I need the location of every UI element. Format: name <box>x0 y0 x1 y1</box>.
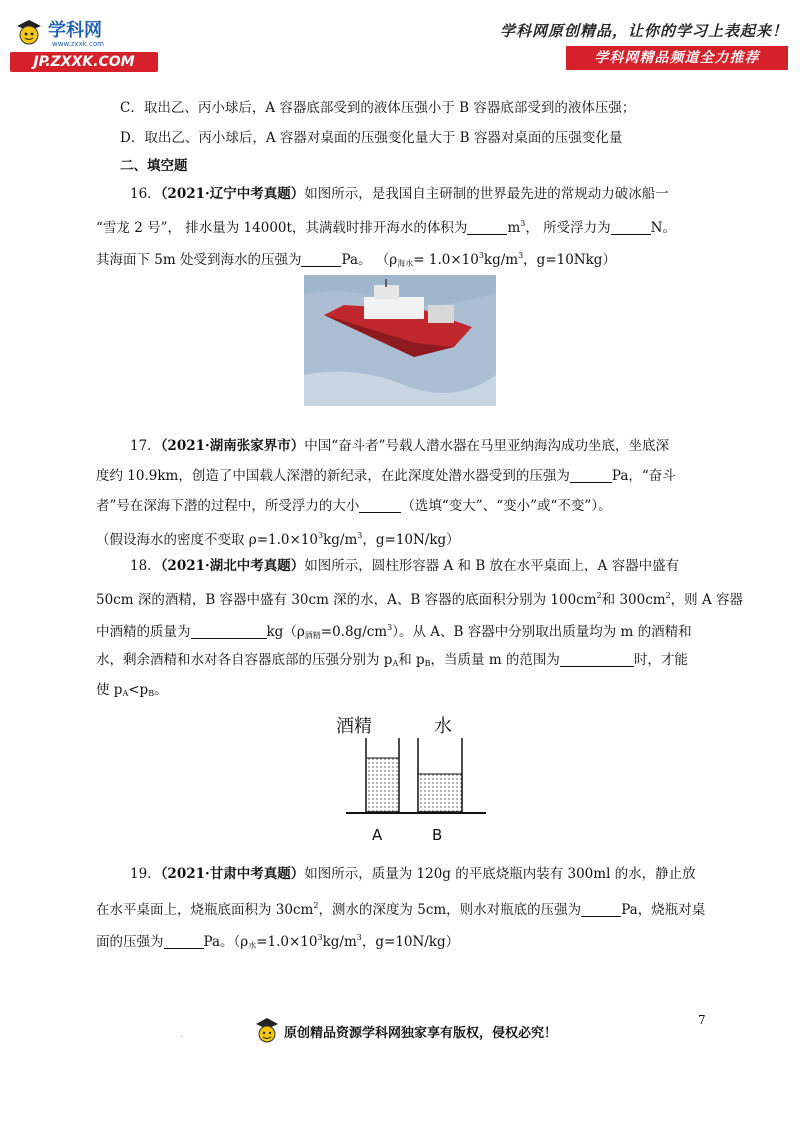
q18-text: 和 300cm <box>601 592 666 608</box>
q18-text: 使 p <box>96 682 123 698</box>
superscript: 2 <box>665 591 671 600</box>
q16-text: Pa。 （ρ <box>341 252 398 268</box>
answer-blank[interactable] <box>191 624 267 639</box>
subscript: 海水 <box>397 259 414 268</box>
subscript: B <box>424 659 431 668</box>
answer-blank[interactable] <box>560 652 634 667</box>
q17-line1 <box>130 436 669 456</box>
q16-text: N。 <box>650 220 676 236</box>
label-b: B <box>432 826 443 844</box>
q19-text: kg/m <box>322 934 357 950</box>
superscript: 3 <box>356 933 362 942</box>
header-banner-text: 学科网精品频道全力推荐 <box>594 50 760 66</box>
q19-text: =1.0×10 <box>256 934 318 950</box>
q16-text: 其海面下 5m 处受到海水的压强为 <box>96 252 302 268</box>
option-c: C．取出乙、丙小球后，A 容器底部受到的液体压强小于 B 容器底部受到的液体压强； <box>120 100 636 116</box>
q18-text: 。 <box>154 682 168 698</box>
water-liquid <box>418 774 462 812</box>
subscript: A <box>392 659 399 668</box>
q18-text: ，当质量 m 的范围为 <box>430 652 560 668</box>
q17-text: 者”号在深海下潜的过程中，所受浮力的大小 <box>96 498 360 514</box>
q19-text: 如图所示，质量为 120g 的平底烧瓶内装有 300ml 的水，静止放 <box>304 866 696 882</box>
superscript: 3 <box>520 219 526 228</box>
q17-text: Pa，“奋斗 <box>611 468 676 484</box>
q18-number: 18． <box>130 558 161 574</box>
q17-line3 <box>96 496 612 516</box>
q18-text: 中酒精的质量为 <box>96 624 191 640</box>
q19-text: ，g=10N/kg） <box>361 934 460 950</box>
subscript: A <box>122 689 129 698</box>
q18-line4 <box>96 650 688 674</box>
q19-text: ，测水的深度为 5cm，则水对瓶底的压强为 <box>318 902 582 918</box>
q18-text: ）。从 A、B 容器中分别取出质量均为 m 的酒精和 <box>392 624 692 640</box>
superscript: 2 <box>313 901 319 910</box>
superscript: 3 <box>317 933 323 942</box>
q18-text: 如图所示，圆柱形容器 A 和 B 放在水平桌面上，A 容器中盛有 <box>304 558 680 574</box>
mascot-icon <box>254 1016 280 1046</box>
q18-text: 水，剩余酒精和水对各自容器底部的压强分别为 p <box>96 652 393 668</box>
q16-text: ，g=10Nkg） <box>523 252 616 268</box>
q18-line5 <box>96 680 168 704</box>
q16-line3 <box>96 246 616 274</box>
q18-text: 和 p <box>398 652 425 668</box>
q18-text: 时，才能 <box>633 652 688 668</box>
mascot-icon <box>14 18 44 48</box>
q16-source: （2021·辽宁中考真题） <box>160 186 305 202</box>
header-slogan: 学科网原创精品，让你的学习上表起来！ <box>499 22 788 40</box>
subscript: B <box>148 689 155 698</box>
label-alcohol: 酒精 <box>336 716 372 737</box>
q18-text: =0.8g/cm <box>320 624 388 640</box>
q18-source: （2021·湖北中考真题） <box>160 558 305 574</box>
logo-url[interactable]: JP.ZXXK.COM <box>33 54 135 70</box>
superscript: 3 <box>357 531 363 540</box>
q19-text: Pa，烧瓶对桌 <box>621 902 706 918</box>
q18-text: <p <box>128 682 149 698</box>
q16-line1 <box>130 184 669 204</box>
q16-number: 16． <box>130 186 161 202</box>
beaker-diagram <box>336 710 496 846</box>
q16-text: ， 所受浮力为 <box>525 220 611 236</box>
q16-line2 <box>96 214 676 238</box>
page-number: 7 <box>698 1013 706 1027</box>
q18-line3 <box>96 618 692 646</box>
answer-blank[interactable] <box>359 498 401 513</box>
q17-text: （假设海水的密度不变取 ρ=1.0×10 <box>96 532 318 548</box>
q19-source: （2021·甘肃中考真题） <box>160 866 305 882</box>
q18-line1 <box>130 556 679 576</box>
subscript: 酒精 <box>304 631 321 640</box>
q16-text: m <box>507 220 521 236</box>
q19-text: 在水平桌面上，烧瓶底面积为 30cm <box>96 902 314 918</box>
answer-blank[interactable] <box>570 468 612 483</box>
answer-blank[interactable] <box>164 934 204 949</box>
q17-text: （选填“变大”、“变小”或“不变”）。 <box>401 498 612 514</box>
q19-line1 <box>130 864 696 884</box>
q16-text: “雪龙 2 号”， 排水量为 14000t，其满载时排开海水的体积为 <box>96 220 468 236</box>
subscript: 水 <box>248 941 257 950</box>
logo-url-small: www.zxxk.com <box>52 40 104 48</box>
icebreaker-ship-image <box>304 275 496 406</box>
option-d: D．取出乙、丙小球后，A 容器对桌面的压强变化量大于 B 容器对桌面的压强变化量 <box>120 130 623 146</box>
label-water: 水 <box>434 716 452 737</box>
footer-copyright: 原创精品资源学科网独家享有版权，侵权必究！ <box>284 1026 558 1041</box>
q18-line2 <box>96 586 743 610</box>
alcohol-liquid <box>366 758 399 812</box>
q17-line2 <box>96 466 676 486</box>
q19-line2 <box>96 896 705 920</box>
logo-name: 学科网 <box>48 20 102 41</box>
answer-blank[interactable] <box>467 220 507 235</box>
q17-line4 <box>96 526 460 550</box>
answer-blank[interactable] <box>301 252 341 267</box>
q17-number: 17． <box>130 438 161 454</box>
q18-text: 50cm 深的酒精，B 容器中盛有 30cm 深的水，A、B 容器的底面积分别为 100cm <box>96 592 597 608</box>
q17-text: 中国“奋斗者”号载人潜水器在马里亚纳海沟成功坐底，坐底深 <box>304 438 670 454</box>
q19-number: 19． <box>130 866 161 882</box>
q16-text: kg/m <box>483 252 519 268</box>
label-a: A <box>372 826 383 844</box>
section-title: 二、填空题 <box>120 158 188 174</box>
q18-text: ，则 A 容器 <box>670 592 744 608</box>
q17-text: 度约 10.9km，创造了中国载人深潜的新纪录，在此深度处潜水器受到的压强为 <box>96 468 570 484</box>
q16-text: = 1.0×10 <box>413 252 479 268</box>
footer-dot: . <box>180 1030 183 1039</box>
q19-text: 面的压强为 <box>96 934 164 950</box>
answer-blank[interactable] <box>581 902 621 917</box>
superscript: 3 <box>387 623 393 632</box>
answer-blank[interactable] <box>611 220 651 235</box>
q19-text: Pa。（ρ <box>203 934 249 950</box>
superscript: 3 <box>478 251 484 260</box>
q17-text: ，g=10N/kg） <box>362 532 460 548</box>
superscript: 2 <box>596 591 602 600</box>
q17-source: （2021·湖南张家界市） <box>160 438 305 454</box>
q17-text: kg/m <box>323 532 358 548</box>
q19-line3 <box>96 928 459 956</box>
q18-text: kg（ρ <box>266 624 305 640</box>
superscript: 3 <box>318 531 324 540</box>
superscript: 3 <box>518 251 524 260</box>
q16-text: 如图所示，是我国自主研制的世界最先进的常规动力破冰船一 <box>304 186 669 202</box>
